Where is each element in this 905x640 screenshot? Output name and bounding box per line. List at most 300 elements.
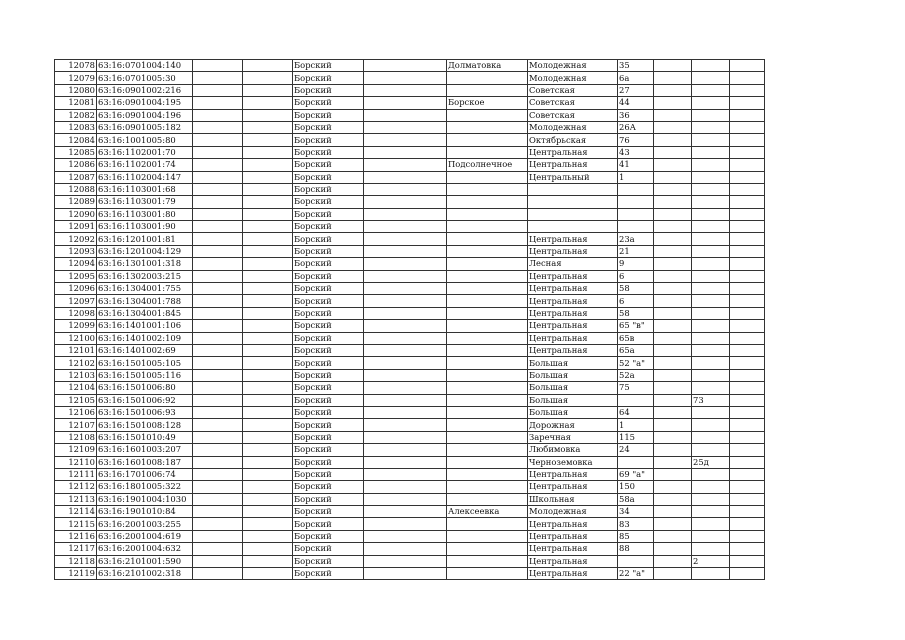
cell-blank-col-a <box>193 196 243 208</box>
cell-blank-col-b <box>243 295 293 307</box>
table-row <box>55 295 765 307</box>
cell-blank-col-a <box>193 382 243 394</box>
cell-alt-house-number: 2 <box>692 555 730 567</box>
table-row <box>55 159 765 171</box>
cell-extra-number <box>730 344 765 356</box>
cell-settlement <box>447 543 528 555</box>
cell-blank-col-b <box>243 146 293 158</box>
cell-blank-col-a <box>193 406 243 418</box>
cell-blank-col-d <box>654 332 692 344</box>
cell-settlement <box>447 307 528 319</box>
cell-blank-col-a <box>193 121 243 133</box>
cell-row-number: 12094 <box>55 258 97 270</box>
cell-blank-col-d <box>654 72 692 84</box>
cell-cadastral-number: 63:16:1102001:70 <box>97 146 193 158</box>
cell-blank-col-a <box>193 159 243 171</box>
cell-alt-house-number <box>692 320 730 332</box>
cell-blank-col-a <box>193 518 243 530</box>
cell-blank-col-d <box>654 543 692 555</box>
cell-cadastral-number: 63:16:1801005:322 <box>97 481 193 493</box>
cell-blank-col-a <box>193 369 243 381</box>
cell-settlement <box>447 283 528 295</box>
cell-house-number: 9 <box>618 258 654 270</box>
cell-extra-number <box>730 555 765 567</box>
cell-blank-col-b <box>243 171 293 183</box>
cell-blank-col-a <box>193 431 243 443</box>
cell-cadastral-number: 63:16:1401002:109 <box>97 332 193 344</box>
cell-blank-col-d <box>654 171 692 183</box>
cell-blank-col-d <box>654 258 692 270</box>
cell-blank-col-d <box>654 97 692 109</box>
cell-alt-house-number <box>692 406 730 418</box>
cell-blank-col-c <box>364 357 447 369</box>
cell-blank-col-b <box>243 72 293 84</box>
cell-cadastral-number: 63:16:2001004:619 <box>97 530 193 542</box>
cell-street: Центральная <box>528 159 618 171</box>
cell-street: Центральная <box>528 344 618 356</box>
cell-street: Лесная <box>528 258 618 270</box>
cell-cadastral-number: 63:16:1701006:74 <box>97 468 193 480</box>
cell-extra-number <box>730 357 765 369</box>
cell-row-number: 12083 <box>55 121 97 133</box>
cell-street: Любимовка <box>528 444 618 456</box>
cell-house-number: 43 <box>618 146 654 158</box>
cell-blank-col-c <box>364 530 447 542</box>
cell-house-number: 22 "а" <box>618 568 654 580</box>
cell-alt-house-number <box>692 283 730 295</box>
cell-alt-house-number <box>692 146 730 158</box>
cell-alt-house-number <box>692 506 730 518</box>
cell-cadastral-number: 63:16:1401001:106 <box>97 320 193 332</box>
table-row <box>55 245 765 257</box>
cell-blank-col-d <box>654 406 692 418</box>
table-row <box>55 344 765 356</box>
cell-house-number: 6 <box>618 270 654 282</box>
cell-district: Борский <box>293 233 364 245</box>
table-row <box>55 543 765 555</box>
cell-blank-col-b <box>243 394 293 406</box>
cell-house-number <box>618 555 654 567</box>
cell-settlement <box>447 208 528 220</box>
cell-street: Центральная <box>528 468 618 480</box>
cell-settlement: Подсолнечное <box>447 159 528 171</box>
cell-blank-col-b <box>243 283 293 295</box>
cell-blank-col-b <box>243 357 293 369</box>
cell-alt-house-number: 73 <box>692 394 730 406</box>
cell-blank-col-d <box>654 357 692 369</box>
cell-district: Борский <box>293 221 364 233</box>
cell-blank-col-a <box>193 506 243 518</box>
cell-blank-col-b <box>243 233 293 245</box>
cell-settlement <box>447 431 528 443</box>
cell-cadastral-number: 63:16:0901004:196 <box>97 109 193 121</box>
cell-street <box>528 196 618 208</box>
cell-extra-number <box>730 72 765 84</box>
cell-blank-col-a <box>193 320 243 332</box>
cell-cadastral-number: 63:16:0701004:140 <box>97 60 193 72</box>
cell-blank-col-b <box>243 332 293 344</box>
cell-house-number: 76 <box>618 134 654 146</box>
cell-blank-col-c <box>364 431 447 443</box>
cell-street: Советская <box>528 97 618 109</box>
cell-settlement: Долматовка <box>447 60 528 72</box>
cell-alt-house-number <box>692 357 730 369</box>
cell-cadastral-number: 63:16:0901005:182 <box>97 121 193 133</box>
cell-settlement <box>447 419 528 431</box>
cell-house-number: 27 <box>618 84 654 96</box>
cell-house-number: 83 <box>618 518 654 530</box>
cell-blank-col-b <box>243 456 293 468</box>
cell-row-number: 12119 <box>55 568 97 580</box>
cell-house-number: 6 <box>618 295 654 307</box>
cell-row-number: 12117 <box>55 543 97 555</box>
cell-house-number: 85 <box>618 530 654 542</box>
cell-blank-col-b <box>243 60 293 72</box>
cell-blank-col-d <box>654 245 692 257</box>
cell-house-number <box>618 208 654 220</box>
cell-alt-house-number <box>692 97 730 109</box>
cell-settlement <box>447 456 528 468</box>
cell-house-number: 23а <box>618 233 654 245</box>
cell-blank-col-d <box>654 307 692 319</box>
cell-blank-col-d <box>654 60 692 72</box>
cell-district: Борский <box>293 431 364 443</box>
cell-settlement <box>447 72 528 84</box>
cell-settlement <box>447 121 528 133</box>
cell-extra-number <box>730 134 765 146</box>
cell-extra-number <box>730 171 765 183</box>
cell-street: Большая <box>528 382 618 394</box>
table-row <box>55 369 765 381</box>
cell-district: Борский <box>293 394 364 406</box>
cell-row-number: 12100 <box>55 332 97 344</box>
cell-extra-number <box>730 283 765 295</box>
cell-blank-col-b <box>243 307 293 319</box>
cell-street: Молодежная <box>528 506 618 518</box>
cell-blank-col-d <box>654 493 692 505</box>
cell-street: Центральная <box>528 543 618 555</box>
cell-house-number: 65а <box>618 344 654 356</box>
cell-house-number: 69 "а" <box>618 468 654 480</box>
cell-settlement <box>447 357 528 369</box>
cell-district: Борский <box>293 468 364 480</box>
cell-blank-col-d <box>654 382 692 394</box>
cell-row-number: 12101 <box>55 344 97 356</box>
cell-street: Центральная <box>528 307 618 319</box>
cell-street: Центральная <box>528 530 618 542</box>
cell-house-number: 36 <box>618 109 654 121</box>
cell-cadastral-number: 63:16:2101002:318 <box>97 568 193 580</box>
cell-alt-house-number: 25д <box>692 456 730 468</box>
cell-extra-number <box>730 307 765 319</box>
cell-district: Борский <box>293 344 364 356</box>
table-row <box>55 283 765 295</box>
cell-blank-col-a <box>193 568 243 580</box>
cell-row-number: 12118 <box>55 555 97 567</box>
cell-blank-col-b <box>243 134 293 146</box>
cell-blank-col-c <box>364 332 447 344</box>
cell-house-number <box>618 183 654 195</box>
cell-blank-col-c <box>364 270 447 282</box>
cell-row-number: 12108 <box>55 431 97 443</box>
cell-blank-col-d <box>654 159 692 171</box>
cell-blank-col-b <box>243 159 293 171</box>
table-row <box>55 221 765 233</box>
table-row <box>55 258 765 270</box>
cell-district: Борский <box>293 196 364 208</box>
cell-cadastral-number: 63:16:2101001:590 <box>97 555 193 567</box>
cell-house-number: 75 <box>618 382 654 394</box>
cell-settlement <box>447 394 528 406</box>
cell-blank-col-c <box>364 320 447 332</box>
cell-blank-col-a <box>193 419 243 431</box>
cell-house-number: 115 <box>618 431 654 443</box>
cell-alt-house-number <box>692 258 730 270</box>
cell-street: Центральная <box>528 270 618 282</box>
cell-district: Борский <box>293 444 364 456</box>
cell-row-number: 12096 <box>55 283 97 295</box>
cell-cadastral-number: 63:16:1901004:1030 <box>97 493 193 505</box>
cell-blank-col-d <box>654 369 692 381</box>
cell-alt-house-number <box>692 332 730 344</box>
cell-blank-col-d <box>654 196 692 208</box>
cell-cadastral-number: 63:16:1301001:318 <box>97 258 193 270</box>
cell-district: Борский <box>293 295 364 307</box>
cell-district: Борский <box>293 369 364 381</box>
cell-blank-col-c <box>364 493 447 505</box>
cell-row-number: 12103 <box>55 369 97 381</box>
cell-district: Борский <box>293 506 364 518</box>
cell-extra-number <box>730 295 765 307</box>
cell-extra-number <box>730 109 765 121</box>
cell-blank-col-b <box>243 506 293 518</box>
cell-blank-col-b <box>243 530 293 542</box>
cell-row-number: 12115 <box>55 518 97 530</box>
cell-blank-col-a <box>193 134 243 146</box>
cell-street: Молодежная <box>528 72 618 84</box>
cell-blank-col-a <box>193 468 243 480</box>
cell-cadastral-number: 63:16:2001004:632 <box>97 543 193 555</box>
cell-blank-col-d <box>654 530 692 542</box>
cell-alt-house-number <box>692 468 730 480</box>
cell-row-number: 12111 <box>55 468 97 480</box>
cell-settlement <box>447 183 528 195</box>
cell-settlement <box>447 171 528 183</box>
cell-row-number: 12089 <box>55 196 97 208</box>
cell-row-number: 12084 <box>55 134 97 146</box>
cell-blank-col-b <box>243 369 293 381</box>
cell-blank-col-a <box>193 530 243 542</box>
cell-cadastral-number: 63:16:1501006:93 <box>97 406 193 418</box>
table-row <box>55 320 765 332</box>
table-row <box>55 493 765 505</box>
table-row <box>55 307 765 319</box>
cell-blank-col-c <box>364 245 447 257</box>
cell-row-number: 12087 <box>55 171 97 183</box>
cell-cadastral-number: 63:16:1601003:207 <box>97 444 193 456</box>
cell-extra-number <box>730 382 765 394</box>
cell-street <box>528 221 618 233</box>
cell-district: Борский <box>293 332 364 344</box>
cell-blank-col-c <box>364 506 447 518</box>
cell-house-number: 26А <box>618 121 654 133</box>
cell-row-number: 12095 <box>55 270 97 282</box>
cell-blank-col-b <box>243 406 293 418</box>
cell-extra-number <box>730 60 765 72</box>
cell-street: Черноземовка <box>528 456 618 468</box>
cell-blank-col-c <box>364 60 447 72</box>
cell-street: Центральный <box>528 171 618 183</box>
cell-house-number: 44 <box>618 97 654 109</box>
cell-cadastral-number: 63:16:1201004:129 <box>97 245 193 257</box>
cell-blank-col-c <box>364 196 447 208</box>
cell-cadastral-number: 63:16:2001003:255 <box>97 518 193 530</box>
cell-cadastral-number: 63:16:1501006:92 <box>97 394 193 406</box>
cell-district: Борский <box>293 481 364 493</box>
cell-blank-col-a <box>193 60 243 72</box>
cell-alt-house-number <box>692 245 730 257</box>
table-row <box>55 406 765 418</box>
cell-blank-col-c <box>364 159 447 171</box>
cell-alt-house-number <box>692 221 730 233</box>
cell-district: Борский <box>293 406 364 418</box>
cell-blank-col-c <box>364 307 447 319</box>
cell-blank-col-c <box>364 258 447 270</box>
cell-blank-col-c <box>364 543 447 555</box>
cell-blank-col-a <box>193 357 243 369</box>
table-row <box>55 196 765 208</box>
cell-row-number: 12091 <box>55 221 97 233</box>
cell-blank-col-c <box>364 146 447 158</box>
cell-extra-number <box>730 468 765 480</box>
cell-district: Борский <box>293 258 364 270</box>
cell-blank-col-b <box>243 382 293 394</box>
table-row <box>55 419 765 431</box>
cell-blank-col-a <box>193 555 243 567</box>
cell-blank-col-d <box>654 146 692 158</box>
cell-blank-col-c <box>364 568 447 580</box>
cell-cadastral-number: 63:16:1103001:68 <box>97 183 193 195</box>
cell-cadastral-number: 63:16:0901002:216 <box>97 84 193 96</box>
cell-row-number: 12086 <box>55 159 97 171</box>
table-row <box>55 171 765 183</box>
cell-house-number: 64 <box>618 406 654 418</box>
cell-blank-col-c <box>364 406 447 418</box>
cell-row-number: 12082 <box>55 109 97 121</box>
cell-alt-house-number <box>692 568 730 580</box>
cell-blank-col-a <box>193 109 243 121</box>
cell-blank-col-a <box>193 394 243 406</box>
table-row <box>55 208 765 220</box>
cell-blank-col-a <box>193 171 243 183</box>
cell-extra-number <box>730 332 765 344</box>
cell-settlement <box>447 382 528 394</box>
cell-row-number: 12085 <box>55 146 97 158</box>
cell-house-number: 35 <box>618 60 654 72</box>
cell-blank-col-a <box>193 84 243 96</box>
cell-blank-col-b <box>243 344 293 356</box>
cell-blank-col-d <box>654 208 692 220</box>
cell-cadastral-number: 63:16:1501008:128 <box>97 419 193 431</box>
table-row <box>55 431 765 443</box>
cell-district: Борский <box>293 245 364 257</box>
cell-alt-house-number <box>692 233 730 245</box>
cell-street: Центральная <box>528 518 618 530</box>
cell-blank-col-b <box>243 493 293 505</box>
cell-street <box>528 208 618 220</box>
cell-district: Борский <box>293 121 364 133</box>
cell-blank-col-b <box>243 543 293 555</box>
cell-district: Борский <box>293 320 364 332</box>
cell-settlement <box>447 568 528 580</box>
cell-blank-col-d <box>654 394 692 406</box>
cell-street: Заречная <box>528 431 618 443</box>
cell-cadastral-number: 63:16:1601008:187 <box>97 456 193 468</box>
cell-house-number: 41 <box>618 159 654 171</box>
cell-row-number: 12080 <box>55 84 97 96</box>
table-row <box>55 270 765 282</box>
cell-alt-house-number <box>692 270 730 282</box>
cell-blank-col-a <box>193 344 243 356</box>
table-row <box>55 357 765 369</box>
cell-extra-number <box>730 84 765 96</box>
table-row <box>55 60 765 72</box>
cell-settlement <box>447 295 528 307</box>
cell-district: Борский <box>293 419 364 431</box>
cell-extra-number <box>730 518 765 530</box>
cell-extra-number <box>730 221 765 233</box>
cell-blank-col-a <box>193 444 243 456</box>
table-row <box>55 456 765 468</box>
cell-cadastral-number: 63:16:1102001:74 <box>97 159 193 171</box>
cell-blank-col-c <box>364 84 447 96</box>
table-row <box>55 468 765 480</box>
cell-blank-col-a <box>193 72 243 84</box>
cell-district: Борский <box>293 307 364 319</box>
cell-extra-number <box>730 506 765 518</box>
cell-extra-number <box>730 208 765 220</box>
cell-street: Центральная <box>528 146 618 158</box>
cell-blank-col-b <box>243 183 293 195</box>
cell-blank-col-c <box>364 97 447 109</box>
cell-row-number: 12110 <box>55 456 97 468</box>
cell-blank-col-a <box>193 183 243 195</box>
cell-extra-number <box>730 97 765 109</box>
table-body <box>55 60 765 580</box>
cell-house-number: 58 <box>618 283 654 295</box>
cell-blank-col-b <box>243 518 293 530</box>
cell-house-number <box>618 196 654 208</box>
cell-row-number: 12113 <box>55 493 97 505</box>
cell-blank-col-c <box>364 134 447 146</box>
cell-district: Борский <box>293 568 364 580</box>
cell-blank-col-c <box>364 456 447 468</box>
cell-alt-house-number <box>692 134 730 146</box>
table-row <box>55 506 765 518</box>
cell-settlement <box>447 270 528 282</box>
table-row <box>55 382 765 394</box>
cell-blank-col-c <box>364 109 447 121</box>
cell-settlement <box>447 146 528 158</box>
cell-row-number: 12114 <box>55 506 97 518</box>
cell-blank-col-c <box>364 121 447 133</box>
cell-cadastral-number: 63:16:1304001:845 <box>97 307 193 319</box>
cell-alt-house-number <box>692 295 730 307</box>
cell-blank-col-d <box>654 444 692 456</box>
cell-settlement <box>447 530 528 542</box>
cell-settlement <box>447 493 528 505</box>
cell-alt-house-number <box>692 518 730 530</box>
